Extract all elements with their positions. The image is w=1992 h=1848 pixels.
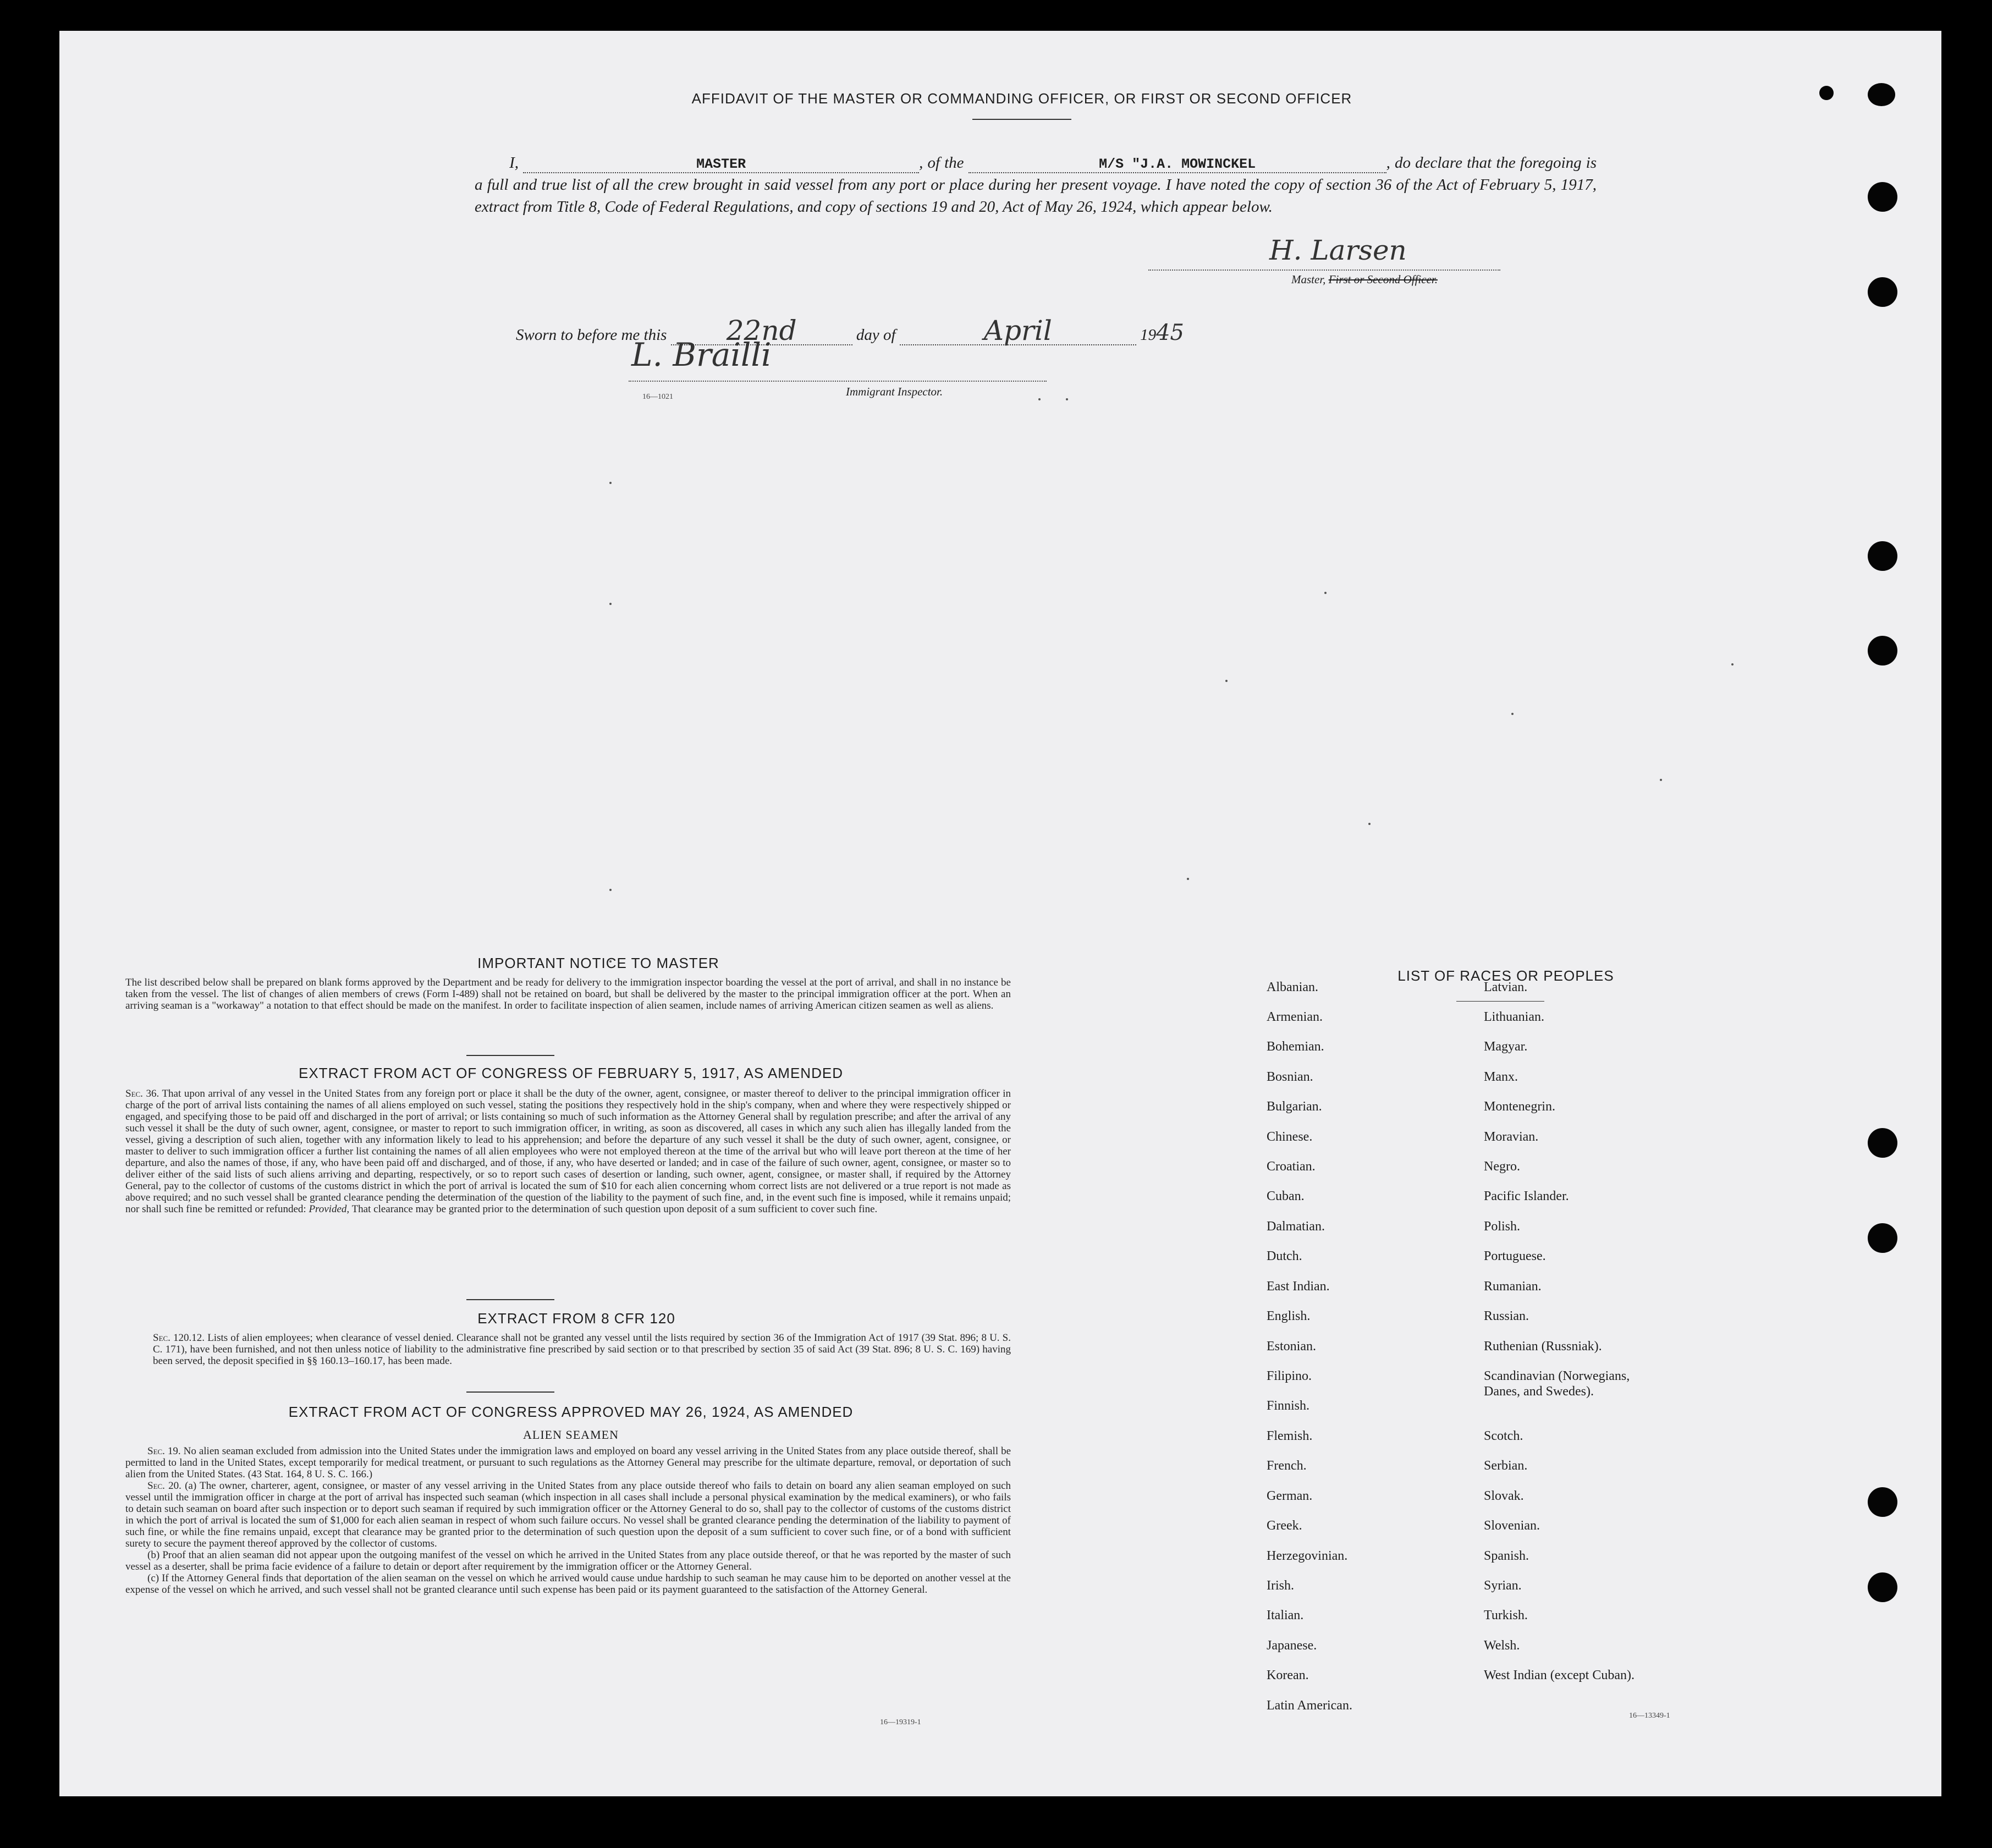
race-item: Magyar.: [1484, 1040, 1528, 1054]
sworn-line: [516, 317, 1184, 345]
race-item: Flemish.: [1267, 1429, 1313, 1443]
punch-hole: [1868, 1572, 1897, 1602]
race-item: Albanian.: [1267, 980, 1318, 994]
race-item: Polish.: [1484, 1219, 1521, 1234]
race-item: Herzegovinian.: [1267, 1549, 1348, 1563]
sec-20c-paragraph: (c) If the Attorney General finds that deportation of the alien seaman on the vessel on which he arrived would cause undue hardship to such seaman he may cause him to be deported on another vessel at the expense of the vessel on which he arrived, and such vessel shall not be granted clearance until such expense has been paid or its payment guaranteed to the satisfaction of the Attorney General.: [125, 1572, 1011, 1596]
sworn-prefix: Sworn to before me this: [516, 326, 667, 344]
race-item: Slovenian.: [1484, 1519, 1540, 1533]
race-item: Welsh.: [1484, 1638, 1520, 1653]
sec-19-text: No alien seaman excluded from admission into the United States under the immigration laws and employed on board any vessel arriving in the United States from any place outside thereof, shall be permitted to land in the United States, except temporarily for medical treatment, or pursuant to such regulations as the Attorney General may prescribe for the ultimate departure, removal, or deportation of such alien from the United States. (43 Stat. 164, 8 U. S. C. 166.): [125, 1445, 1011, 1480]
paper-speck: [609, 482, 612, 484]
race-item: Scandinavian (Norwegians, Danes, and Swedes).: [1484, 1369, 1630, 1399]
race-item: Rumanian.: [1484, 1279, 1542, 1294]
race-item: Dutch.: [1267, 1249, 1302, 1263]
paper-speck: [609, 603, 612, 605]
punch-hole: [1868, 1128, 1897, 1158]
race-item: German.: [1267, 1489, 1313, 1503]
paper-speck: [1731, 663, 1734, 666]
race-item: West Indian (except Cuban).: [1484, 1668, 1635, 1682]
notice-heading: IMPORTANT NOTICE TO MASTER: [477, 955, 719, 971]
paper-speck: [1660, 779, 1662, 781]
sec-36-text: That upon arrival of any vessel in the United States from any foreign port or place it shall be the duty of the owner, agent, consignee, or master thereof to deliver to the principal immigration officer in charge of the port of arrival lists containing the names of all aliens employed on such vessel, stating the positions they respectively hold in the ship's company, when and where they were respectively shipped or engaged, and specifying those to be paid off and discharged in the port of arrival; or lists containing so much of such information as the Attorney General shall by regulation prescribe; and after the arrival of any such vessel it shall be the duty of such owner, agent, consignee, or master to report to such immigration officer, in writing, as soon as discovered, all cases in which any such alien has illegally landed from the vessel, giving a description of such alien, together with any information likely to lead to his apprehension; and before the departure of any such vessel it shall be the duty of such owner, agent, consignee, or master to deliver to such immigration officer a further list containing the names of all alien employees who were not employed thereon at the time of the arrival but who will leave port thereon at the time of her departure, and also the names of those, if any, who have been paid off and discharged, and of those, if any, who have deserted or landed; and in case of the failure of such owner, agent, consignee, or master so to deliver either of the said lists of such aliens arriving and departing, respectively, or so to report such cases of desertion or landing, such owner, agent, consignee, or master shall, if required by the Attorney General, pay to the collector of customs of the customs district in which the port of arrival is located the sum of $10 for each alien concerning whom correct lists are not delivered or a true report is not made as above required; and no such vessel shall be granted clearance pending the determination of the question of the liability to the payment of such fine, and, in the event such fine is imposed, while it remains unpaid; nor shall such fine be remitted or refunded:: [125, 1088, 1011, 1215]
punch-hole: [1819, 86, 1834, 100]
paper-speck: [609, 889, 612, 891]
inspector-caption: Immigrant Inspector.: [846, 385, 943, 398]
sworn-day-field[interactable]: 22nd: [671, 317, 852, 345]
race-item: Italian.: [1267, 1608, 1304, 1623]
punch-hole: [1868, 1487, 1897, 1517]
extract-cfr-text: [153, 1332, 1011, 1367]
divider: [1456, 1001, 1544, 1002]
extract-1924-heading: EXTRACT FROM ACT OF CONGRESS APPROVED MAY 26, 1924, AS AMENDED: [288, 1404, 854, 1420]
race-item: English.: [1267, 1309, 1311, 1323]
declaration-body: that the foregoing is a full and true list of all the crew brought in said vessel from any port or place during her present voyage. I have noted the copy of section 36 of the Act of February 5, 1917, extract from Title 8, Code of Federal Regulations, and copy of sections 19 and 20, Act of May 26, 1924, which appear below.: [475, 154, 1597, 216]
inspector-signature-line: [629, 381, 1047, 382]
declaration-of-the: , of the: [919, 154, 964, 172]
race-item: Ruthenian (Russniak).: [1484, 1339, 1602, 1354]
inspector-signature: L. Brailli: [631, 336, 772, 373]
race-item: Cuban.: [1267, 1189, 1305, 1203]
race-item: Korean.: [1267, 1668, 1309, 1682]
master-caption-struck: First or Second Officer.: [1328, 273, 1438, 286]
affidavit-title: AFFIDAVIT OF THE MASTER OR COMMANDING OFFICER, OR FIRST OR SECOND OFFICER: [691, 90, 1352, 107]
manifest-page: [59, 31, 1941, 1796]
paper-speck: [1324, 592, 1327, 594]
race-item: Slovak.: [1484, 1489, 1524, 1503]
declaration-i: I,: [509, 154, 519, 172]
form-code-top: 16—1021: [642, 393, 673, 401]
extract-1924-text: [125, 1445, 1011, 1596]
race-item: Negro.: [1484, 1159, 1520, 1174]
race-item: Montenegrin.: [1484, 1099, 1555, 1114]
race-item: Manx.: [1484, 1070, 1518, 1084]
race-item: Croatian.: [1267, 1159, 1316, 1174]
extract-1917-heading: EXTRACT FROM ACT OF CONGRESS OF FEBRUARY 5, 1917, AS AMENDED: [299, 1065, 843, 1081]
rank-field[interactable]: MASTER: [523, 157, 919, 173]
punch-hole: [1868, 182, 1897, 212]
race-item: Estonian.: [1267, 1339, 1316, 1354]
race-item: Russian.: [1484, 1309, 1529, 1323]
master-signature-line: [1148, 270, 1500, 271]
sec-19-label: Sec. 19.: [147, 1445, 181, 1457]
race-item: Scotch.: [1484, 1429, 1523, 1443]
declaration-do-declare: , do declare: [1386, 154, 1463, 172]
title-divider: [972, 119, 1071, 120]
race-item: Japanese.: [1267, 1638, 1317, 1653]
paper-speck: [1038, 398, 1041, 400]
race-item: East Indian.: [1267, 1279, 1330, 1294]
race-item: Pacific Islander.: [1484, 1189, 1569, 1203]
race-item: Finnish.: [1267, 1399, 1310, 1413]
race-item: Spanish.: [1484, 1549, 1529, 1563]
race-item: Irish.: [1267, 1579, 1294, 1593]
paper-speck: [1368, 823, 1371, 825]
extract-1917-text: [125, 1088, 1011, 1215]
notice-text: The list described below shall be prepared on blank forms approved by the Department and be ready for delivery to the immigration inspector boarding the vessel at the port of arrival, and shall in no instance be taken from the vessel. The list of changes of alien members of crews (Form I-489) shall not be retained on board, but shall be delivered by the master to the principal immigration officer at the port. When an arriving seaman is a "workaway" a notation to that effect should be made on the manifest. In order to facilitate inspection of alien seamen, include names of arriving American citizen seamen as well as aliens.: [125, 977, 1011, 1011]
punch-hole: [1868, 1223, 1897, 1253]
race-item: Bulgarian.: [1267, 1099, 1322, 1114]
paper-speck: [1187, 878, 1189, 880]
race-item: Bosnian.: [1267, 1070, 1313, 1084]
sec-20a-text: (a) The owner, charterer, agent, consignee, or master of any vessel arriving in the United States from any place outside thereof who fails to detain on board any alien seaman employed on such vessel until the immigration officer in charge at the port of arrival has inspected such seaman (which inspection in all cases shall include a personal physical examination by the medical examiners), or who fails to detain such seaman on board after such inspection or to deport such seaman if required by such immigration officer or the Attorney General to do so, shall pay to the collector of customs of the customs district in which the port of arrival is located the sum of $1,000 for each alien seaman in respect of whom such failure occurs. No vessel shall be granted clearance pending the determination of the liability to payment of such fine, or while the fine remains unpaid, except that clearance may be granted prior to the determination of such question upon the deposit of a sum sufficient to cover such fine, or of a bond with sufficient surety to secure the payment thereof approved by the collector of customs.: [125, 1480, 1011, 1549]
sworn-year-field[interactable]: 45: [1156, 320, 1185, 345]
races-heading: LIST OF RACES OR PEOPLES: [1397, 967, 1614, 984]
punch-hole: [1868, 277, 1897, 307]
punch-hole: [1868, 83, 1895, 106]
sec-20-label: Sec. 20.: [147, 1480, 181, 1492]
paper-speck: [1511, 713, 1514, 715]
paper-speck: [1225, 680, 1228, 682]
race-item: Greek.: [1267, 1519, 1302, 1533]
alien-seamen-subheading: ALIEN SEAMEN: [523, 1428, 619, 1442]
master-caption-row: [1291, 273, 1438, 287]
race-item: Latin American.: [1267, 1698, 1352, 1713]
sworn-year-prefix: 19: [1140, 326, 1157, 344]
divider: [466, 1299, 554, 1300]
sworn-day-label: day of: [856, 326, 896, 344]
race-item: Portuguese.: [1484, 1249, 1546, 1263]
form-code-bottom-right: 16—13349-1: [1629, 1712, 1670, 1720]
race-item: Moravian.: [1484, 1130, 1539, 1144]
sec-20a-paragraph: [125, 1480, 1011, 1549]
extract-cfr-heading: EXTRACT FROM 8 CFR 120: [477, 1310, 675, 1327]
sec-19-paragraph: [125, 1445, 1011, 1480]
divider: [466, 1392, 554, 1393]
vessel-field[interactable]: M/S "J.A. MOWINCKEL: [969, 157, 1386, 173]
race-item: Syrian.: [1484, 1579, 1522, 1593]
race-item: Serbian.: [1484, 1459, 1528, 1473]
race-item: Turkish.: [1484, 1608, 1528, 1623]
race-item: Dalmatian.: [1267, 1219, 1325, 1234]
sec-120-label: Sec. 120.12.: [153, 1332, 205, 1344]
sec-36-label: Sec. 36.: [125, 1088, 159, 1099]
divider: [466, 1055, 554, 1056]
punch-hole: [1868, 636, 1897, 666]
sworn-month-field[interactable]: April: [900, 317, 1136, 345]
punch-hole: [1868, 541, 1897, 571]
master-caption: Master,: [1291, 273, 1326, 286]
race-item: Filipino.: [1267, 1369, 1312, 1383]
race-item: Chinese.: [1267, 1130, 1313, 1144]
declaration-paragraph: [475, 152, 1597, 218]
sec-36-text-end: That clearance may be granted prior to the determination of such question upon deposit of a sum sufficient to cover such fine.: [351, 1203, 878, 1215]
sec-120-text: Lists of alien employees; when clearance of vessel denied. Clearance shall not be granted any vessel until the lists required by section 36 of the Immigration Act of 1917 (39 Stat. 896; 8 U. S. C. 171), have been furnished, and not then unless notice of liability to the administrative fine prescribed by said section or to that prescribed by section 35 of said Act (39 Stat. 896; 8 U. S. C. 169) having been served, the deposit specified in §§ 160.13–160.17, has been made.: [153, 1332, 1011, 1367]
sec-36-provided: Provided,: [309, 1203, 350, 1215]
master-signature: H. Larsen: [1269, 234, 1407, 266]
race-item: Armenian.: [1267, 1010, 1323, 1024]
form-code-bottom-left: 16—19319-1: [880, 1718, 921, 1726]
race-item: Bohemian.: [1267, 1040, 1324, 1054]
sec-20b-paragraph: (b) Proof that an alien seaman did not appear upon the outgoing manifest of the vessel on which he arrived in the United States from any place outside thereof, or that he was reported by the master of such vessel as a deserter, shall be prima facie evidence of a failure to detain or deport after requirement by the immigration officer or the Attorney General.: [125, 1549, 1011, 1572]
race-item: French.: [1267, 1459, 1307, 1473]
paper-speck: [1066, 398, 1068, 400]
race-item: Latvian.: [1484, 980, 1528, 994]
race-item: Lithuanian.: [1484, 1010, 1544, 1024]
